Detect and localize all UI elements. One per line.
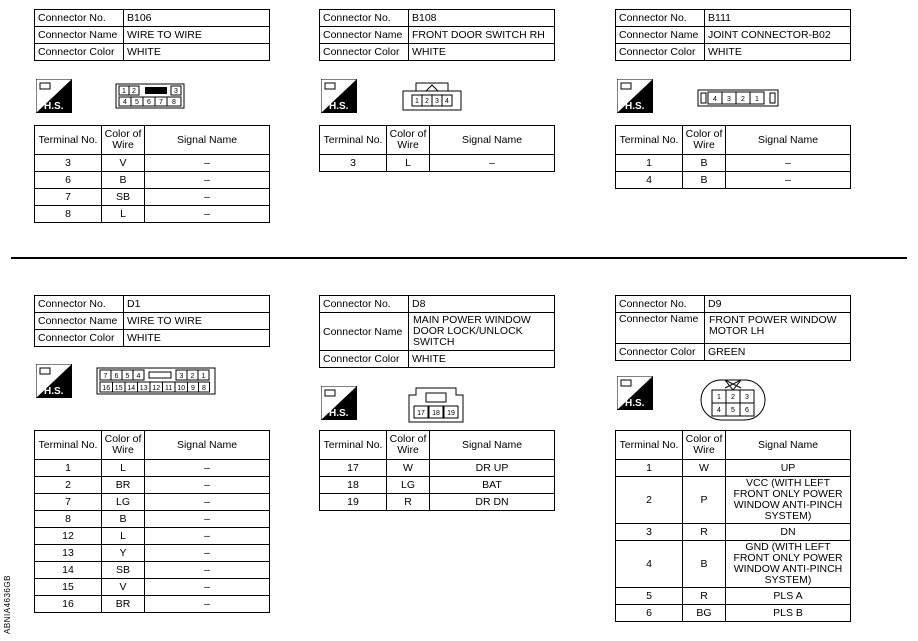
- pin-label: 11: [165, 385, 173, 392]
- terminal-cell: 4: [616, 541, 683, 588]
- wire-color-cell: L: [102, 528, 145, 545]
- terminal-table: [319, 125, 555, 172]
- pin-label: 19: [447, 410, 455, 417]
- signal-cell: –: [145, 189, 270, 206]
- pin-label: 9: [191, 385, 195, 392]
- terminal-cell: 3: [35, 155, 102, 172]
- signal-cell: PLS B: [726, 605, 851, 622]
- connector-d8: [319, 295, 555, 368]
- wire-color-cell: B: [683, 172, 726, 189]
- terminal-table-d9-wrap: [615, 430, 851, 622]
- section-divider: [11, 257, 907, 259]
- terminal-cell: 2: [35, 477, 102, 494]
- terminal-cell: 14: [35, 562, 102, 579]
- connector-color-label: Connector Color: [616, 344, 705, 361]
- connector-color-label: Connector Color: [35, 44, 124, 61]
- pin-label: 7: [103, 373, 108, 380]
- table-row: [35, 477, 270, 494]
- terminal-cell: 18: [320, 477, 387, 494]
- signal-cell: –: [145, 511, 270, 528]
- pin-label: 13: [139, 385, 148, 392]
- table-row: [616, 477, 851, 524]
- wire-color-cell: L: [102, 460, 145, 477]
- connector-face-d9: [700, 378, 766, 422]
- connector-name-value: MAIN POWER WINDOW DOOR LOCK/UNLOCK SWITCH: [409, 313, 555, 351]
- table-row: [35, 596, 270, 613]
- connector-face-b106: [115, 83, 185, 109]
- terminal-no-header: Terminal No.: [35, 126, 102, 155]
- pin-label: 3: [727, 96, 731, 103]
- connector-name-label: Connector Name: [616, 313, 705, 344]
- terminal-cell: 2: [616, 477, 683, 524]
- hs-icon: [617, 376, 653, 410]
- wire-color-cell: BG: [683, 605, 726, 622]
- pin-label: 17: [417, 410, 425, 417]
- connector-info-table: [615, 295, 851, 361]
- table-row: [616, 524, 851, 541]
- connector-color-label: Connector Color: [616, 44, 705, 61]
- table-row: [616, 172, 851, 189]
- connector-name-value: JOINT CONNECTOR-B02: [705, 27, 851, 44]
- connector-name-value: FRONT POWER WINDOW MOTOR LH: [705, 313, 851, 344]
- wire-color-cell: B: [683, 155, 726, 172]
- color-of-wire-header: Color of Wire: [683, 431, 726, 460]
- table-row: [35, 562, 270, 579]
- terminal-cell: 12: [35, 528, 102, 545]
- hs-label: H.S.: [625, 398, 645, 409]
- pin-label: 4: [713, 96, 717, 103]
- terminal-no-header: Terminal No.: [320, 431, 387, 460]
- signal-cell: VCC (WITH LEFT FRONT ONLY POWER WINDOW ANTI-PINCH SYSTEM): [726, 477, 851, 524]
- pin-label: 6: [114, 373, 119, 380]
- wire-color-cell: R: [683, 524, 726, 541]
- hs-icon: [617, 79, 653, 113]
- pin-label: 1: [201, 373, 206, 380]
- signal-cell: GND (WITH LEFT FRONT ONLY POWER WINDOW ANTI-PINCH SYSTEM): [726, 541, 851, 588]
- signal-cell: –: [145, 206, 270, 223]
- table-row: [320, 460, 555, 477]
- table-row: [35, 494, 270, 511]
- pin-label: 6: [745, 407, 749, 414]
- pin-label: 3: [435, 98, 439, 105]
- terminal-cell: 8: [35, 206, 102, 223]
- wire-color-cell: BR: [102, 477, 145, 494]
- connector-color-value: WHITE: [124, 330, 270, 347]
- terminal-table: [319, 430, 555, 511]
- pin-label: 8: [202, 385, 206, 392]
- connector-name-label: Connector Name: [320, 313, 409, 351]
- connector-no-label: Connector No.: [35, 296, 124, 313]
- pin-label: 2: [132, 88, 136, 95]
- connector-name-value: FRONT DOOR SWITCH RH: [409, 27, 555, 44]
- wire-color-cell: P: [683, 477, 726, 524]
- wire-color-cell: SB: [102, 189, 145, 206]
- terminal-table: [615, 430, 851, 622]
- terminal-cell: 3: [616, 524, 683, 541]
- connector-info-table: [34, 9, 270, 61]
- color-of-wire-header: Color of Wire: [683, 126, 726, 155]
- pin-label: 12: [152, 385, 161, 392]
- terminal-table: [615, 125, 851, 189]
- hs-label: H.S.: [329, 408, 349, 419]
- hs-label: H.S.: [625, 101, 645, 112]
- terminal-no-header: Terminal No.: [35, 431, 102, 460]
- pin-label: 4: [136, 373, 141, 380]
- pin-label: 2: [731, 394, 735, 401]
- color-of-wire-header: Color of Wire: [102, 431, 145, 460]
- connector-color-value: GREEN: [705, 344, 851, 361]
- connector-b108: [319, 9, 555, 61]
- wire-color-cell: B: [102, 511, 145, 528]
- signal-cell: –: [145, 494, 270, 511]
- terminal-cell: 6: [35, 172, 102, 189]
- table-row: [35, 579, 270, 596]
- terminal-cell: 19: [320, 494, 387, 511]
- pin-label: 2: [425, 98, 429, 105]
- connector-d9: [615, 295, 851, 361]
- connector-no-label: Connector No.: [616, 296, 705, 313]
- connector-no-value: D1: [124, 296, 270, 313]
- signal-cell: –: [145, 545, 270, 562]
- terminal-cell: 17: [320, 460, 387, 477]
- connector-info-table: [615, 9, 851, 61]
- table-row: [35, 460, 270, 477]
- table-row: [35, 545, 270, 562]
- hs-icon: [36, 79, 72, 113]
- pin-label: 15: [114, 385, 123, 392]
- connector-face-b111: [697, 89, 779, 107]
- connector-no-label: Connector No.: [320, 296, 409, 313]
- terminal-cell: 13: [35, 545, 102, 562]
- pin-label: 6: [147, 99, 151, 106]
- connector-name-label: Connector Name: [616, 27, 705, 44]
- document-code: ABNIA4636GB: [2, 575, 12, 634]
- signal-cell: –: [145, 596, 270, 613]
- connector-name-value: WIRE TO WIRE: [124, 27, 270, 44]
- color-of-wire-header: Color of Wire: [387, 431, 430, 460]
- hs-label: H.S.: [329, 101, 349, 112]
- signal-name-header: Signal Name: [145, 126, 270, 155]
- pin-label: 5: [135, 99, 139, 106]
- connector-color-label: Connector Color: [320, 351, 409, 368]
- terminal-table-b111-wrap: [615, 125, 851, 189]
- terminal-cell: 4: [616, 172, 683, 189]
- connector-name-label: Connector Name: [35, 313, 124, 330]
- wire-color-cell: R: [387, 494, 430, 511]
- wire-color-cell: W: [683, 460, 726, 477]
- table-row: [35, 189, 270, 206]
- connector-color-value: WHITE: [705, 44, 851, 61]
- pin-label: 4: [123, 99, 127, 106]
- table-row: [616, 541, 851, 588]
- terminal-table-b106-wrap: [34, 125, 270, 223]
- connector-no-value: B106: [124, 10, 270, 27]
- pin-label: 1: [415, 98, 419, 105]
- hs-icon: [36, 364, 72, 398]
- connector-color-value: WHITE: [124, 44, 270, 61]
- signal-cell: DR DN: [430, 494, 555, 511]
- connector-face-d1: [96, 367, 216, 395]
- table-row: [320, 494, 555, 511]
- table-row: [35, 206, 270, 223]
- pin-label: 4: [445, 98, 449, 105]
- wire-color-cell: LG: [387, 477, 430, 494]
- wire-color-cell: V: [102, 579, 145, 596]
- pin-label: 16: [102, 385, 111, 392]
- pin-label: 8: [172, 99, 176, 106]
- terminal-cell: 5: [616, 588, 683, 605]
- pin-label: 5: [731, 407, 735, 414]
- pin-label: 1: [717, 394, 721, 401]
- signal-name-header: Signal Name: [145, 431, 270, 460]
- signal-cell: –: [726, 155, 851, 172]
- connector-no-value: B111: [705, 10, 851, 27]
- connector-color-label: Connector Color: [35, 330, 124, 347]
- signal-cell: DR UP: [430, 460, 555, 477]
- terminal-cell: 1: [616, 460, 683, 477]
- signal-cell: UP: [726, 460, 851, 477]
- signal-cell: –: [145, 460, 270, 477]
- connector-face-b108: [402, 79, 462, 111]
- connector-no-value: B108: [409, 10, 555, 27]
- terminal-table: [34, 125, 270, 223]
- pin-label: 3: [745, 394, 749, 401]
- pin-label: 3: [179, 373, 184, 380]
- connector-no-label: Connector No.: [616, 10, 705, 27]
- wire-color-cell: B: [683, 541, 726, 588]
- signal-name-header: Signal Name: [430, 126, 555, 155]
- table-row: [616, 588, 851, 605]
- pin-label: 1: [122, 88, 126, 95]
- wire-color-cell: SB: [102, 562, 145, 579]
- signal-name-header: Signal Name: [726, 126, 851, 155]
- signal-cell: BAT: [430, 477, 555, 494]
- pin-label: 4: [717, 407, 721, 414]
- table-row: [616, 155, 851, 172]
- terminal-no-header: Terminal No.: [616, 431, 683, 460]
- connector-color-value: WHITE: [409, 351, 555, 368]
- signal-name-header: Signal Name: [430, 431, 555, 460]
- table-row: [320, 477, 555, 494]
- connector-info-table: [319, 9, 555, 61]
- terminal-cell: 7: [35, 494, 102, 511]
- signal-cell: DN: [726, 524, 851, 541]
- table-row: [616, 605, 851, 622]
- signal-cell: –: [145, 155, 270, 172]
- wire-color-cell: BR: [102, 596, 145, 613]
- connector-no-label: Connector No.: [320, 10, 409, 27]
- connector-name-label: Connector Name: [35, 27, 124, 44]
- connector-no-value: D8: [409, 296, 555, 313]
- connector-name-label: Connector Name: [320, 27, 409, 44]
- connector-d1: [34, 295, 270, 347]
- connector-color-label: Connector Color: [320, 44, 409, 61]
- hs-label: H.S.: [44, 386, 64, 397]
- table-row: [35, 155, 270, 172]
- wire-color-cell: L: [387, 155, 430, 172]
- terminal-cell: 1: [35, 460, 102, 477]
- hs-icon: [321, 386, 357, 420]
- terminal-no-header: Terminal No.: [616, 126, 683, 155]
- wire-color-cell: R: [683, 588, 726, 605]
- connector-no-label: Connector No.: [35, 10, 124, 27]
- connector-info-table: [319, 295, 555, 368]
- signal-cell: –: [430, 155, 555, 172]
- signal-cell: –: [145, 528, 270, 545]
- wire-color-cell: B: [102, 172, 145, 189]
- table-row: [35, 511, 270, 528]
- table-row: [616, 460, 851, 477]
- terminal-cell: 15: [35, 579, 102, 596]
- wire-color-cell: W: [387, 460, 430, 477]
- terminal-table: [34, 430, 270, 613]
- connector-no-value: D9: [705, 296, 851, 313]
- pin-label: 10: [177, 385, 186, 392]
- table-row: [35, 172, 270, 189]
- terminal-cell: 1: [616, 155, 683, 172]
- connector-color-value: WHITE: [409, 44, 555, 61]
- wire-color-cell: LG: [102, 494, 145, 511]
- pin-label: 5: [125, 373, 130, 380]
- terminal-cell: 8: [35, 511, 102, 528]
- connector-face-d8: [408, 387, 464, 423]
- terminal-cell: 16: [35, 596, 102, 613]
- connector-b111: [615, 9, 851, 61]
- signal-cell: –: [145, 579, 270, 596]
- connector-b106: [34, 9, 270, 61]
- terminal-cell: 7: [35, 189, 102, 206]
- terminal-table-d1-wrap: [34, 430, 270, 613]
- pin-label: 14: [127, 385, 136, 392]
- color-of-wire-header: Color of Wire: [387, 126, 430, 155]
- signal-cell: PLS A: [726, 588, 851, 605]
- color-of-wire-header: Color of Wire: [102, 126, 145, 155]
- signal-cell: –: [145, 477, 270, 494]
- hs-label: H.S.: [44, 101, 64, 112]
- signal-cell: –: [726, 172, 851, 189]
- terminal-no-header: Terminal No.: [320, 126, 387, 155]
- signal-name-header: Signal Name: [726, 431, 851, 460]
- wire-color-cell: V: [102, 155, 145, 172]
- pin-label: 2: [190, 373, 195, 380]
- hs-icon: [321, 79, 357, 113]
- pin-label: 7: [159, 99, 163, 106]
- signal-cell: –: [145, 172, 270, 189]
- table-row: [320, 155, 555, 172]
- wire-color-cell: L: [102, 206, 145, 223]
- wire-color-cell: Y: [102, 545, 145, 562]
- signal-cell: –: [145, 562, 270, 579]
- pin-label: 3: [174, 88, 178, 95]
- terminal-cell: 6: [616, 605, 683, 622]
- terminal-table-d8-wrap: [319, 430, 555, 511]
- pin-label: 1: [755, 96, 759, 103]
- connector-name-value: WIRE TO WIRE: [124, 313, 270, 330]
- pin-label: 2: [741, 96, 745, 103]
- terminal-cell: 3: [320, 155, 387, 172]
- connector-info-table: [34, 295, 270, 347]
- table-row: [35, 528, 270, 545]
- terminal-table-b108-wrap: [319, 125, 555, 172]
- pin-label: 18: [432, 410, 440, 417]
